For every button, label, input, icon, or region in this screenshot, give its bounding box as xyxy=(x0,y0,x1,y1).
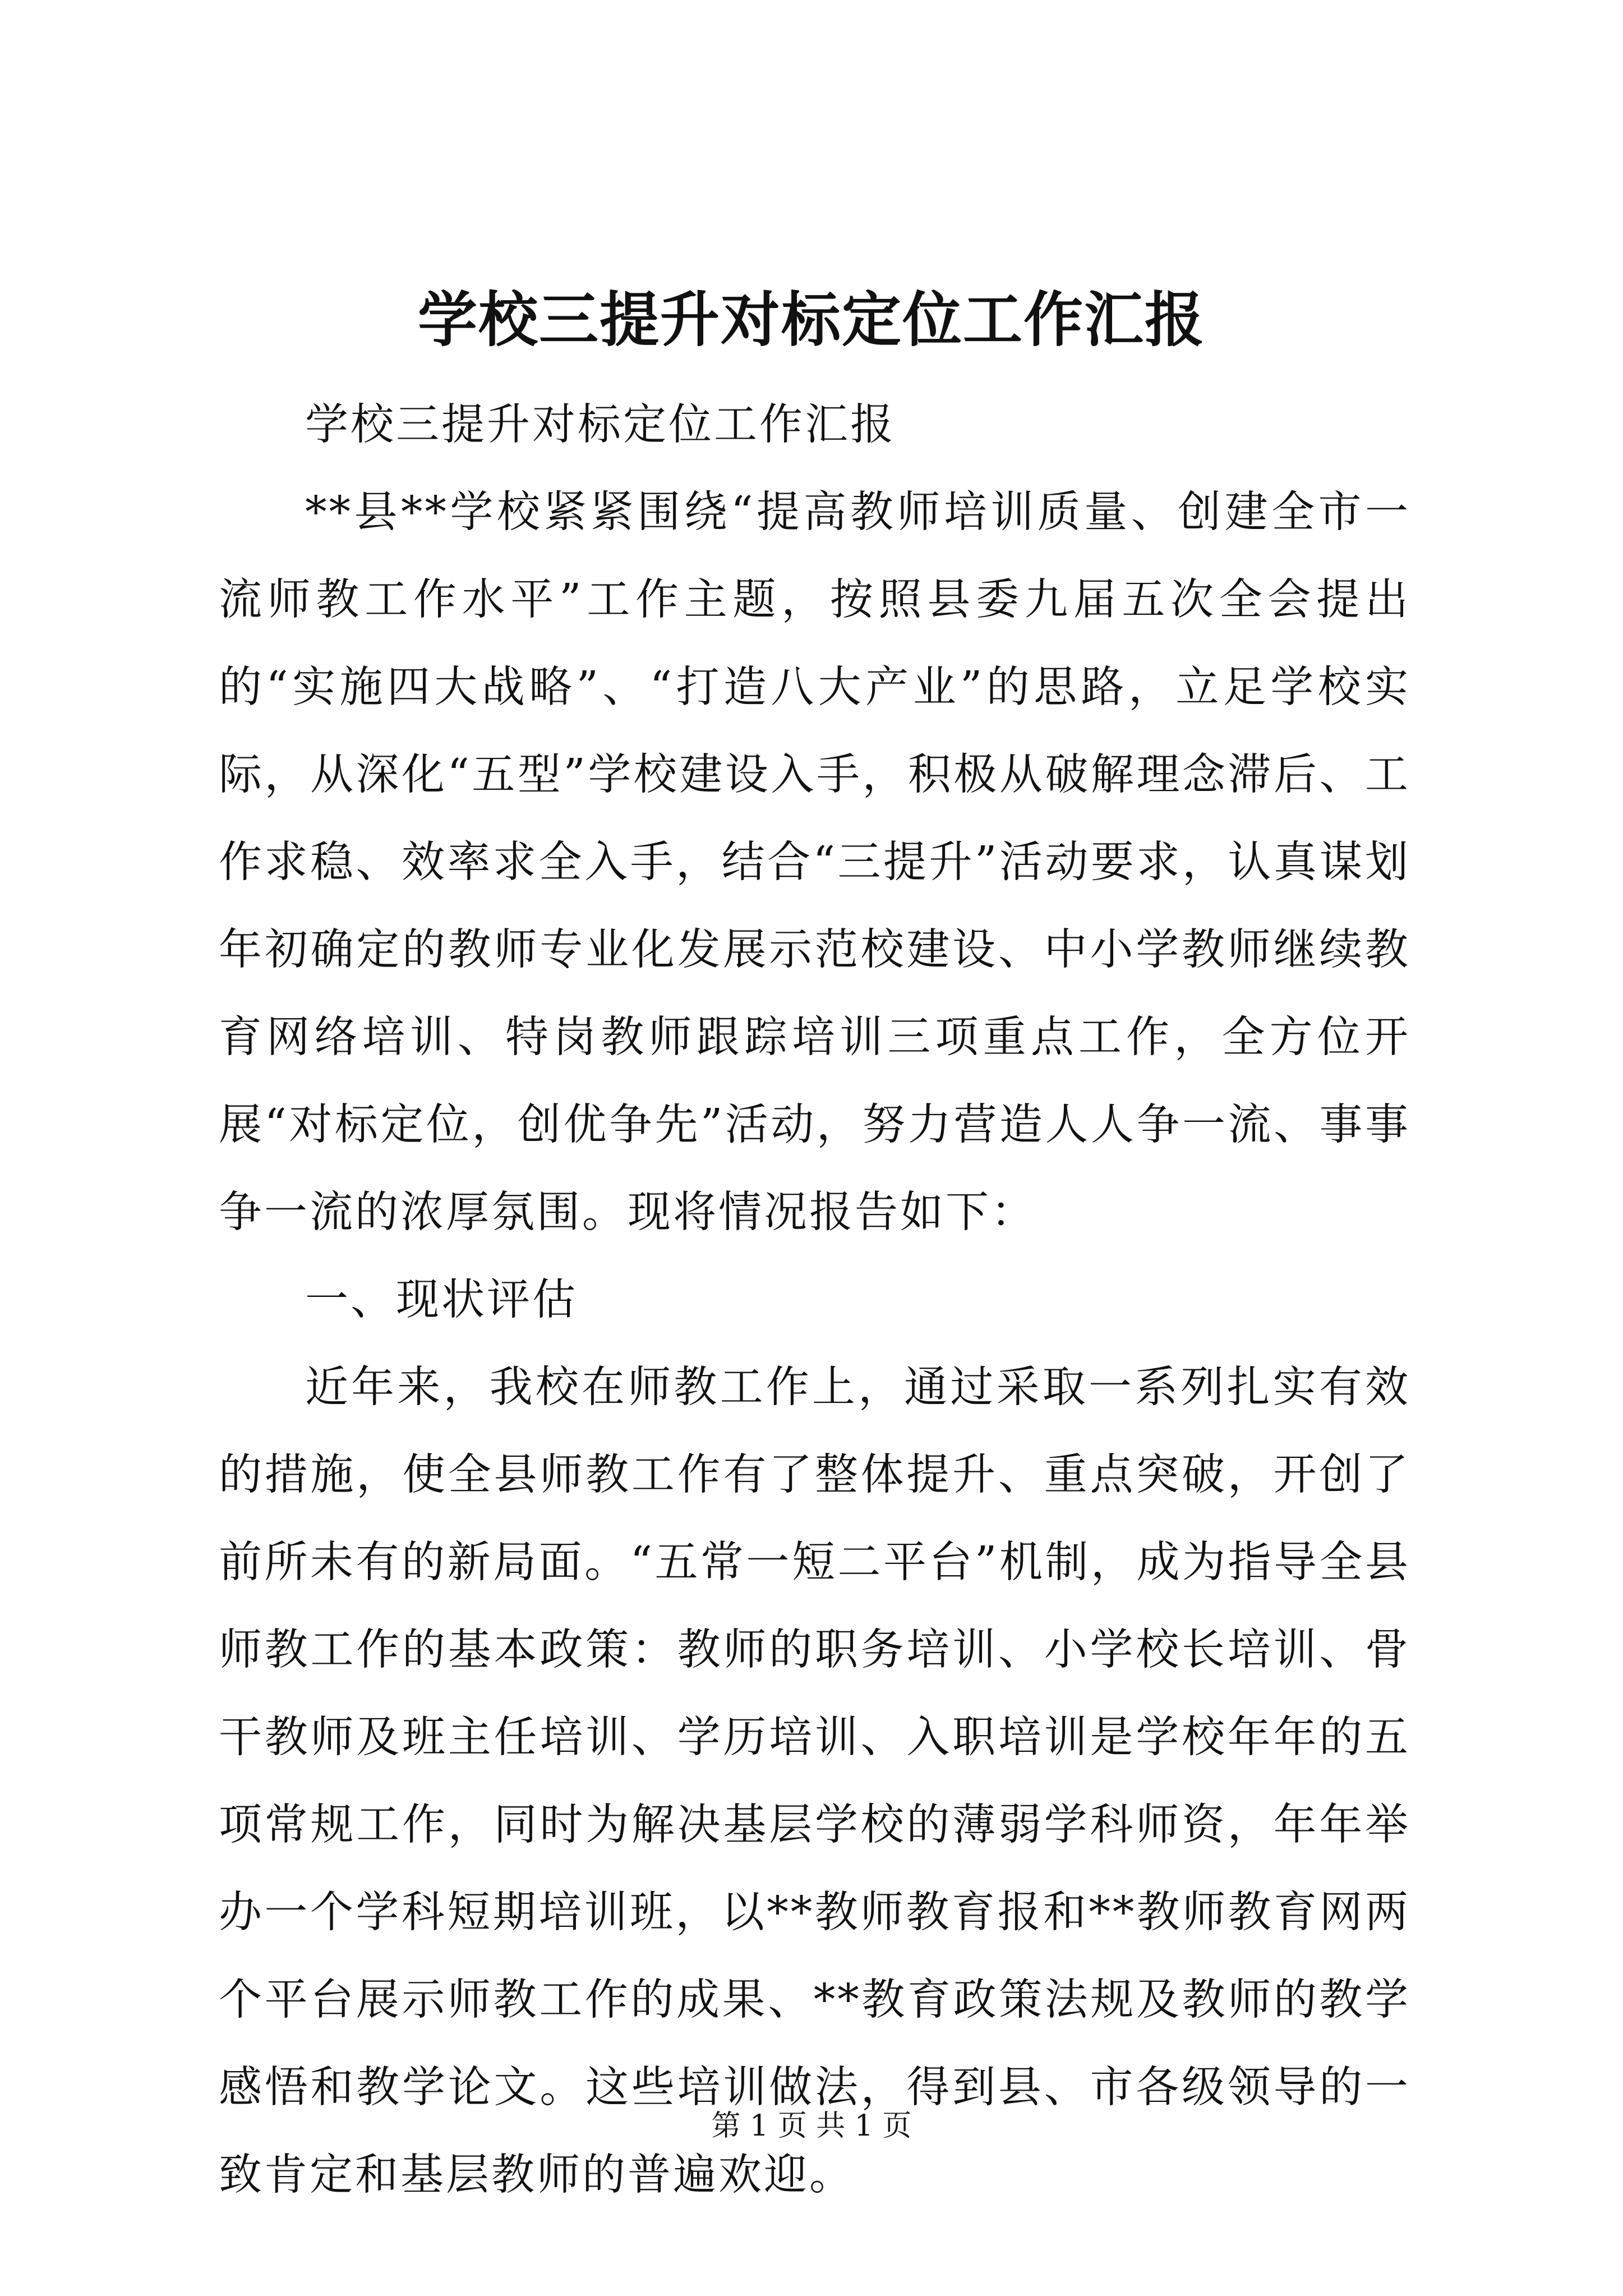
section-heading: 一、现状评估 xyxy=(305,1275,578,1325)
paragraph-intro: **县**学校紧紧围绕“提高教师培训质量、创建全市一流师教工作水平”工作主题，按照县委九届五次全会提出的“实施四大战略”、“打造八大产业”的思路，立足学校实际，从深化“五型”学校建设入手，积极从破解理念滞后、工作求稳、效率求全入手，结合“三提升”活动要求，认真谋划年初确定的教师专业化发展示范校建设、中小学教师继续教育网络培训、特岗教师跟踪培训三项重点工作，全方位开展“对标定位，创优争先”活动，努力营造人人争一流、事事争一流的浓厚氛围。现将情况报告如下： xyxy=(219,487,1410,1237)
page-footer: 第 1 页 共 1 页 xyxy=(711,2109,912,2143)
paragraph-status: 近年来，我校在师教工作上，通过采取一系列扎实有效的措施，使全县师教工作有了整体提升、重点突破，开创了前所未有的新局面。“五常一短二平台”机制，成为指导全县师教工作的基本政策：教师的职务培训、小学校长培训、骨干教师及班主任培训、学历培训、入职培训是学校年年的五项常规工作，同时为解决基层学校的薄弱学科师资，年年举办一个学科短期培训班，以**教师教育报和**教师教育网两个平台展示师教工作的成果、**教育政策法规及教师的教学感悟和教学论文。这些培训做法，得到县、市各级领导的一致肯定和基层教师的普遍欢迎。 xyxy=(219,1363,1410,2200)
document-body xyxy=(219,381,1410,2219)
paragraph-subtitle: 学校三提升对标定位工作汇报 xyxy=(305,400,896,450)
document-title: 学校三提升对标定位工作汇报 xyxy=(418,284,1205,355)
